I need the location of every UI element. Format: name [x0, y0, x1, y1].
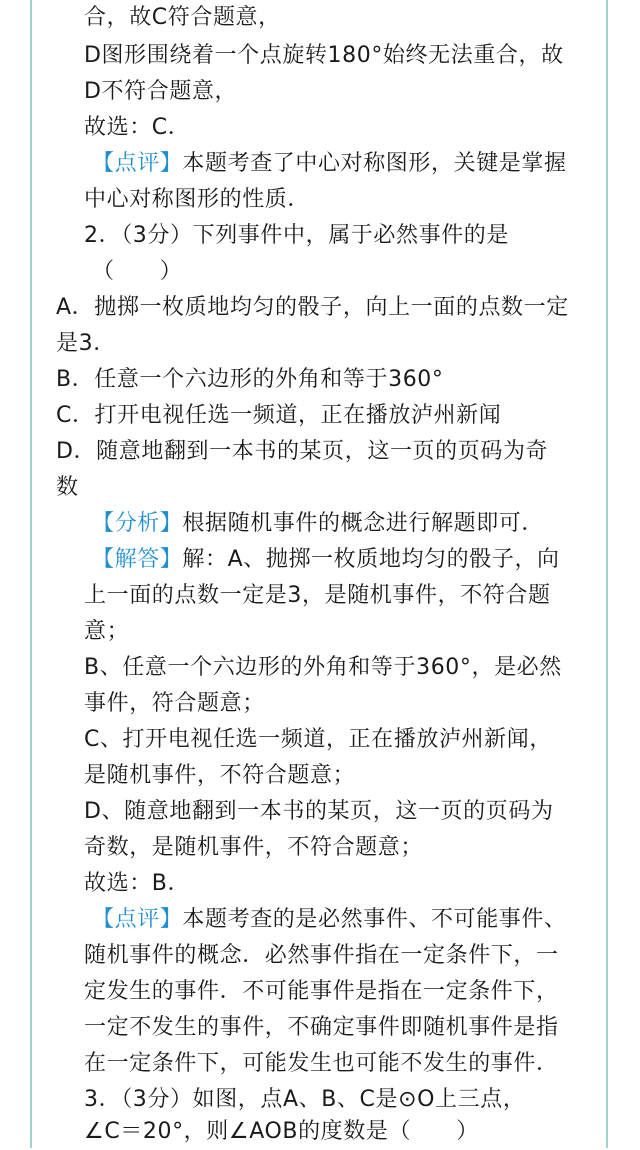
question-2-blank: （ ）	[92, 259, 183, 284]
text-line: 一定不发生的事件，不确定事件即随机事件是指	[84, 1015, 559, 1040]
text-line: 上一面的点数一定是3，是随机事件，不符合题	[84, 583, 551, 608]
question-3-cont: ∠C＝20°，则∠AOB的度数是（ ）	[84, 1119, 479, 1144]
option-c: C．打开电视任选一频道，正在播放泸州新闻	[56, 403, 502, 428]
text-line: D、随意地翻到一本书的某页，这一页的页码为	[84, 799, 554, 824]
page-border-left	[30, 0, 32, 1148]
text-line: 故选：C．	[84, 115, 191, 140]
comment-tag: 【点评】	[92, 907, 183, 932]
text-line: C、打开电视任选一频道，正在播放泸州新闻，	[84, 727, 552, 752]
text-line: 故选：B．	[84, 871, 191, 896]
option-a-cont: 是3．	[56, 331, 116, 356]
comment-line: 【点评】本题考查了中心对称图形，关键是掌握	[92, 151, 567, 176]
text-line: 是随机事件，不符合题意；	[84, 763, 356, 788]
answer-line: 【解答】解：A、抛掷一枚质地均匀的骰子，向	[92, 547, 560, 572]
text-line: 定发生的事件．不可能事件是指在一定条件下，	[84, 979, 559, 1004]
question-3-title: 3．（3分）如图，点A、B、C是⊙O上三点，	[84, 1087, 526, 1112]
analysis-tag: 【分析】	[92, 511, 183, 536]
text-line: 事件，符合题意；	[84, 691, 265, 716]
question-2-title: 2．（3分）下列事件中，属于必然事件的是	[84, 223, 509, 248]
page-border-right	[606, 0, 608, 1148]
text-line: 随机事件的概念．必然事件指在一定条件下，一	[84, 943, 559, 968]
option-d-cont: 数	[56, 475, 79, 500]
option-d: D．随意地翻到一本书的某页，这一页的页码为奇	[56, 439, 549, 464]
text-line: B、任意一个六边形的外角和等于360°，是必然	[84, 655, 562, 680]
analysis-line: 【分析】根据随机事件的概念进行解题即可．	[92, 511, 545, 536]
text-line: 中心对称图形的性质．	[84, 187, 311, 212]
comment-line: 【点评】本题考查的是必然事件、不可能事件、	[92, 907, 567, 932]
text-line: D图形围绕着一个点旋转180°始终无法重合，故	[84, 43, 564, 68]
comment-tag: 【点评】	[92, 151, 183, 176]
option-a: A．抛掷一枚质地均匀的骰子，向上一面的点数一定	[56, 295, 569, 320]
text-line: 在一定条件下，可能发生也可能不发生的事件．	[84, 1051, 559, 1076]
answer-tag: 【解答】	[92, 547, 183, 572]
text-line: 意；	[84, 619, 130, 644]
text-line: 合，故C符合题意，	[84, 5, 281, 30]
text-line: D不符合题意，	[84, 79, 238, 104]
option-b: B．任意一个六边形的外角和等于360°	[56, 367, 444, 392]
text-line: 奇数，是随机事件，不符合题意；	[84, 835, 424, 860]
